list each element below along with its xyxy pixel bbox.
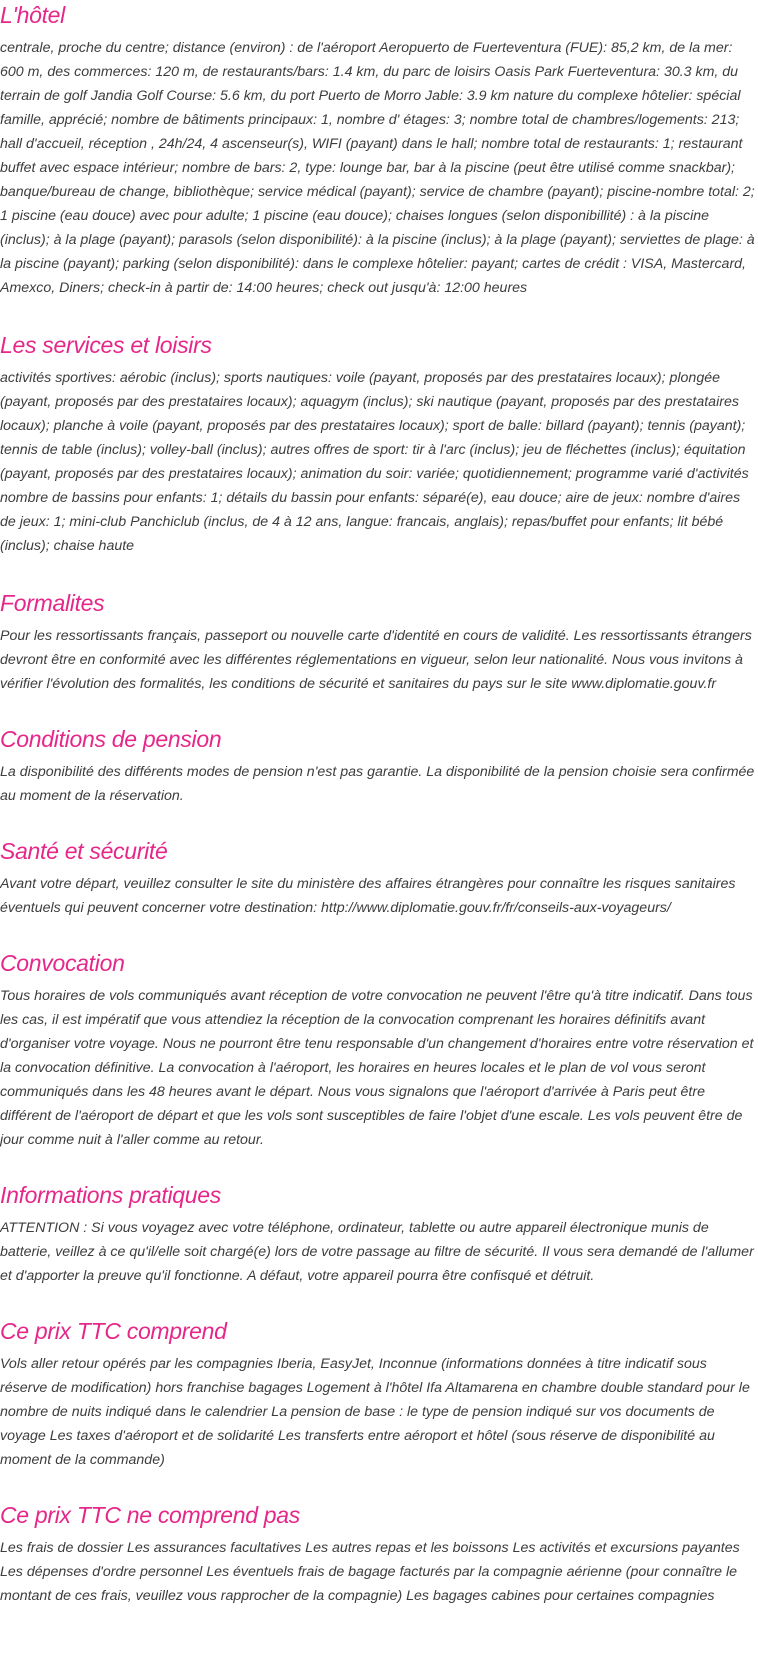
section-title-prix-ne-comprend-pas: Ce prix TTC ne comprend pas [0,1502,300,1528]
section-sante-securite [0,836,758,920]
section-text-convocation: Tous horaires de vols communiqués avant réception de votre convocation ne peuvent l'être qu'à titre indicatif. Dans tous les cas, il est impératif que vous attendiez la réception de la convocation comprenant les horaires définitifs avant d'organiser votre voyage. Nous ne pourront être tenu responsable d'un changement d'horaires entre votre réservation et la convocation définitive. La convocation à l'aéroport, les horaires en heures locales et le plan de vol vous seront communiqués dans les 48 heures avant le départ. Nous vous signalons que l'aéroport d'arrivée à Paris peut être différent de l'aéroport de départ et que les vols sont susceptibles de faire l'objet d'une escale. Les vols peuvent être de jour comme nuit à l'aller comme au retour. [0,988,754,1148]
section-title-convocation: Convocation [0,950,125,976]
section-title-sante-securite: Santé et sécurité [0,838,168,864]
section-text-formalites: Pour les ressortissants français, passeport ou nouvelle carte d'identité en cours de validité. Les ressortissants étrangers devront être en conformité avec les différentes réglementations en vigueur, selon leur nationalité. Nous vous invitons à vérifier l'évolution des formalités, les conditions de sécurité et sanitaires du pays sur le site www.diplomatie.gouv.fr [0,628,752,692]
section-text-services-loisirs: activités sportives: aérobic (inclus); sports nautiques: voile (payant, proposés par des prestataires locaux); plongée (payant, proposés par des prestataires locaux); aquagym (inclus); ski nautique (payant, proposés par des prestataires locaux); planche à voile (payant, proposés par des prestataires locaux); sport de balle: billard (payant); tennis (payant); tennis de table (inclus); volley-ball (inclus); autres offres de sport: tir à l'arc (inclus); jeu de fléchettes (inclus); équitation (payant, proposés par des prestataires locaux); animation du soir: variée; quotidiennement; programme varié d'activités nombre de bassins pour enfants: 1; détails du bassin pour enfants: séparé(e), eau douce; aire de jeux: nombre d'aires de jeux: 1; mini-club Panchiclub (inclus, de 4 à 12 ans, langue: francais, anglais); repas/buffet pour enfants; lit bébé (inclus); chaise haute [0,370,749,554]
section-text-prix-comprend: Vols aller retour opérés par les compagnies Iberia, EasyJet, Inconnue (informations données à titre indicatif sous réserve de modification) hors franchise bagages Logement à l'hôtel Ifa Altamarena en chambre double standard pour le nombre de nuits indiqué dans le calendrier La pension de base : le type de pension indiqué sur vos documents de voyage Les taxes d'aéroport et de solidarité Les transferts entre aéroport et hôtel (sous réserve de disponibilité au moment de la commande) [0,1356,750,1468]
section-text-hotel: centrale, proche du centre; distance (environ) : de l'aéroport Aeropuerto de Fuerteventura (FUE): 85,2 km, de la mer: 600 m, des commerces: 120 m, de restaurants/bars: 1.4 km, du parc de loisirs Oasis Park Fuerteventura: 30.3 km, du terrain de golf Jandia Golf Course: 5.6 km, du port Puerto de Morro Jable: 3.9 km nature du complexe hôtelier: spécial famille, apprécié; nombre de bâtiments principaux: 1, nombre d' étages: 3; nombre total de chambres/logements: 213; hall d'accueil, réception , 24h/24, 4 ascenseur(s), WIFI (payant) dans le hall; nombre total de restaurants: 1; restaurant buffet avec espace intérieur; nombre de bars: 2, type: lounge bar, bar à la piscine (peut être utilisé comme snackbar); banque/bureau de change, bibliothèque; service médical (payant); service de chambre (payant); piscine-nombre total: 2; 1 piscine (eau douce) avec pour adulte; 1 piscine (eau douce); chaises longues (selon disponibillité) : à la piscine (inclus); à la plage (payant); parasols (selon disponibilité): à la piscine (inclus); à la plage (payant); serviettes de plage: à la piscine (payant); parking (selon disponibilité): dans le complexe hôtelier: payant; cartes de crédit : VISA, Mastercard, Amexco, Diners; check-in à partir de: 14:00 heures; check out jusqu'à: 12:00 heures [0,40,755,296]
section-title-conditions-pension: Conditions de pension [0,726,222,752]
section-prix-ne-comprend-pas [0,1500,758,1608]
section-title-formalites: Formalites [0,590,105,616]
section-conditions-pension [0,724,758,808]
section-text-sante-securite: Avant votre départ, veuillez consulter le site du ministère des affaires étrangères pour connaître les risques sanitaires éventuels qui peuvent concerner votre destination: http://www.diplomatie.gouv.fr/fr/conseils-aux-voyageurs/ [0,876,736,916]
section-informations-pratiques [0,1180,758,1288]
section-text-conditions-pension: La disponibilité des différents modes de pension n'est pas garantie. La disponibilité de la pension choisie sera confirmée au moment de la réservation. [0,764,755,804]
section-convocation [0,948,758,1152]
section-title-hotel: L'hôtel [0,2,65,28]
section-title-prix-comprend: Ce prix TTC comprend [0,1318,227,1344]
section-text-informations-pratiques: ATTENTION : Si vous voyagez avec votre téléphone, ordinateur, tablette ou autre appareil électronique munis de batterie, veillez à ce qu'il/elle soit chargé(e) lors de votre passage au filtre de sécurité. Il vous sera demandé de l'allumer et d'apporter la preuve qu'il fonctionne. A défaut, votre appareil pourra être confisqué et détruit. [0,1220,754,1284]
section-title-services-loisirs: Les services et loisirs [0,332,212,358]
section-formalites [0,588,758,696]
section-text-prix-ne-comprend-pas: Les frais de dossier Les assurances facultatives Les autres repas et les boissons Les activités et excursions payantes Les dépenses d'ordre personnel Les éventuels frais de bagage facturés par la compagnie aérienne (pour connaître le montant de ces frais, veuillez vous rapprocher de la compagnie) Les bagages cabines pour certaines compagnies [0,1540,740,1604]
section-hotel [0,0,758,300]
section-prix-comprend [0,1316,758,1472]
section-title-informations-pratiques: Informations pratiques [0,1182,221,1208]
section-services-loisirs [0,330,758,558]
